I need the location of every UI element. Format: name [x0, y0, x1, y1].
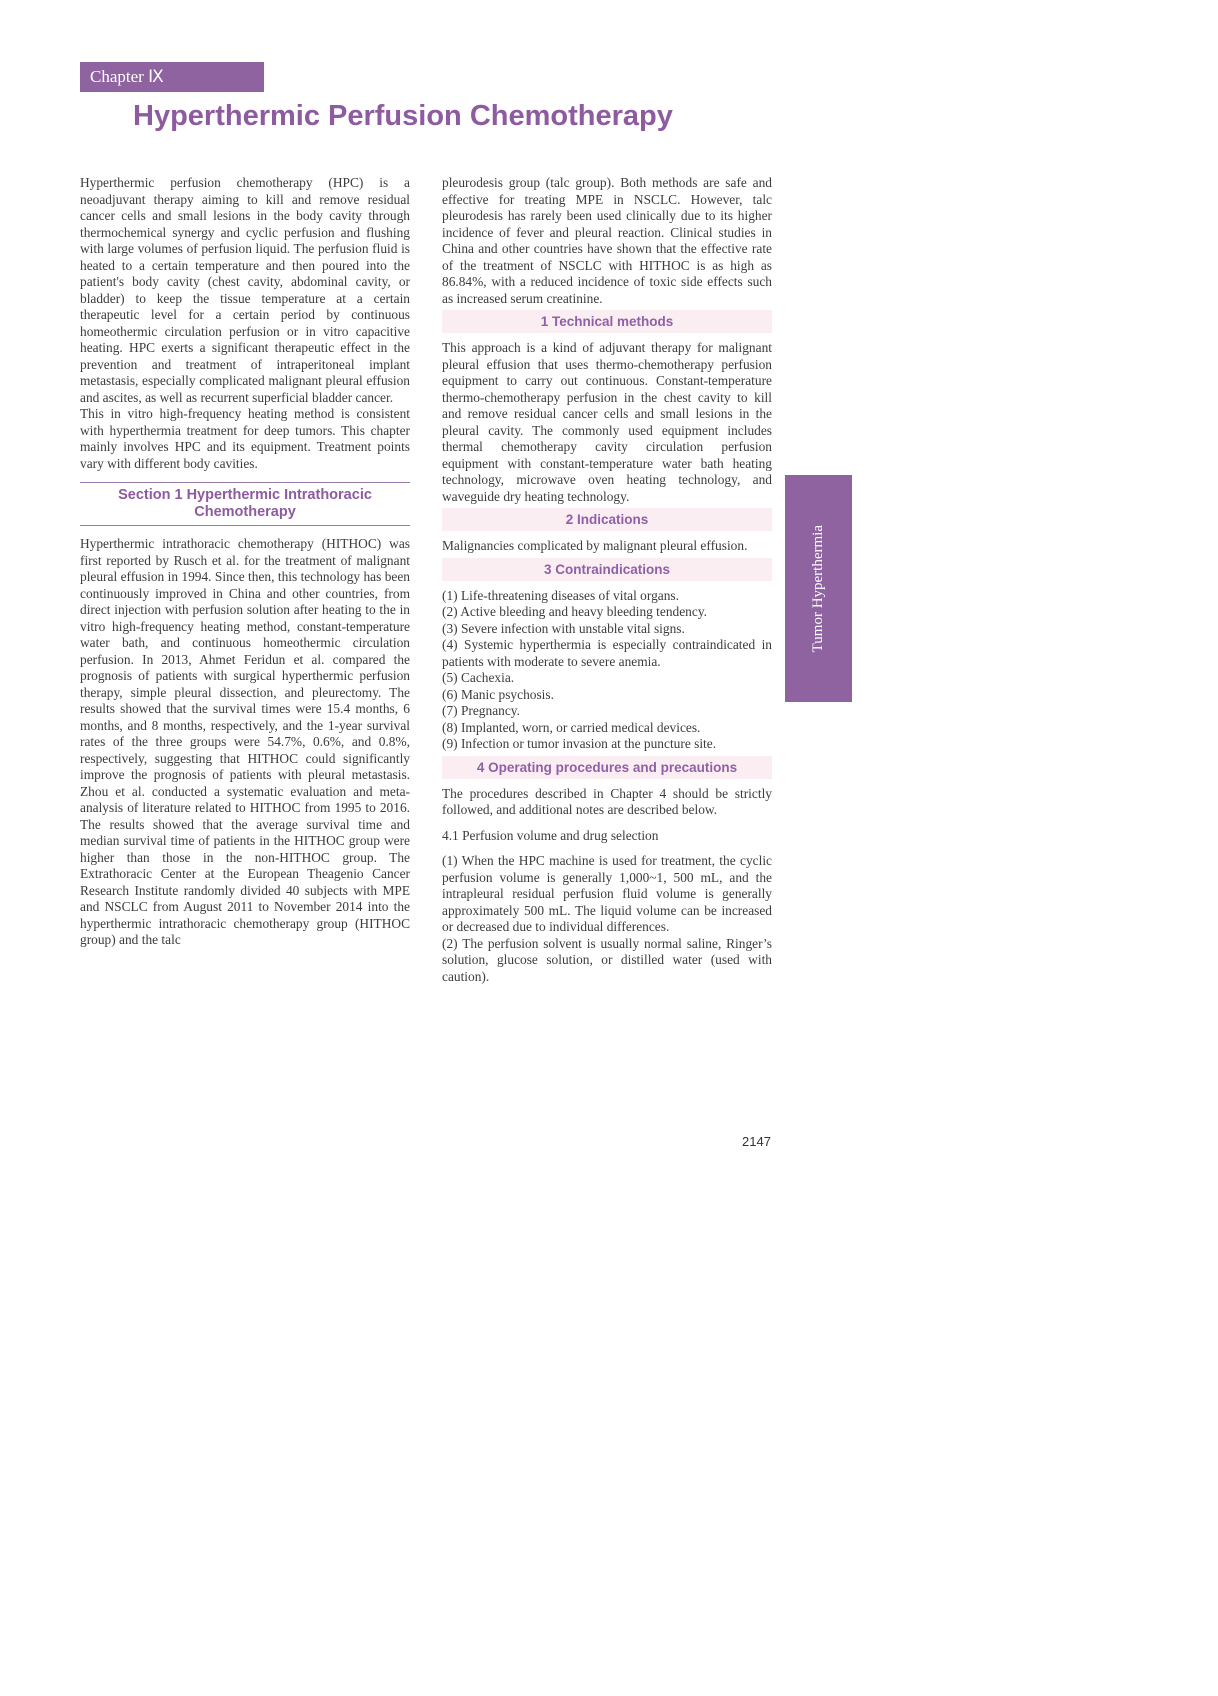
left-column [80, 175, 410, 949]
list-item: (9) Infection or tumor invasion at the puncture site. [442, 736, 717, 751]
section-paragraph: Hyperthermic intrathoracic chemotherapy (HITHOC) was first reported by Rusch et al. for the treatment of malignant pleural effusion in 1994. Since then, this technology has been continuously improved in China and other countries, from direct injection with perfusion solution after heating to the in vitro high-frequency heating method, constant-temperature water bath, and continuous homeothermic circulation perfusion. In 2013, Ahmet Feridun et al. compared the prognosis of patients with surgical hyperthermic perfusion therapy, simple pleural dissection, and pleurectomy. The results showed that the survival times were 15.4 months, 6 months, and 8 months, respectively, and the 1-year survival rates of the three groups were 54.7%, 0.6%, and 0.8%, respectively, suggesting that HITHOC could significantly improve the prognosis of patients with pleural metastasis. Zhou et al. conducted a systematic evaluation and meta-analysis of literature related to HITHOC from 1995 to 2016. The results showed that the average survival time and median survival time of patients in the HITHOC group were higher than those in the non-HITHOC group. The Extrathoracic Center at the European Theagenio Cancer Research Institute randomly divided 40 subjects with MPE and NSCLC from August 2011 to November 2014 into the hyperthermic intrathoracic chemotherapy group (HITHOC group) and the talc [80, 536, 410, 947]
intro-paragraph-2: This in vitro high-frequency heating method is consistent with hyperthermia treatment for deep tumors. This chapter mainly involves HPC and its equipment. Treatment points vary with different body cavities. [80, 406, 410, 471]
side-tab-label: Tumor Hyperthermia [810, 524, 826, 653]
right-column [442, 175, 772, 985]
page-title: Hyperthermic Perfusion Chemotherapy [133, 100, 673, 132]
section-heading: Section 1 Hyperthermic Intrathoracic Chemotherapy [80, 482, 410, 526]
list-item: (5) Cachexia. [442, 670, 515, 685]
perfusion-paragraph-2: (2) The perfusion solvent is usually normal saline, Ringer’s solution, glucose solution, or distilled water (used with caution). [442, 935, 772, 984]
list-item: (1) Life-threatening diseases of vital organs. [442, 587, 679, 603]
list-item: (2) Active bleeding and heavy bleeding tendency. [442, 604, 707, 619]
list-item: (3) Severe infection with unstable vital signs. [442, 620, 685, 636]
list-item: (6) Manic psychosis. [442, 686, 554, 702]
chapter-label: Chapter Ⅸ [80, 62, 264, 92]
subsection-4-1-title: 4.1 Perfusion volume and drug selection [442, 827, 659, 843]
intro-paragraph: Hyperthermic perfusion chemotherapy (HPC) is a neoadjuvant therapy aiming to kill and remove residual cancer cells and small lesions in the body cavity through thermochemical synergy and cyclic perfusion and flushing with large volumes of perfusion liquid. The perfusion fluid is heated to a certain temperature and then poured into the patient's body cavity (chest cavity, abdominal cavity, or bladder) to keep the tissue temperature at a certain therapeutic level for a certain period by continuous homeothermic circulation perfusion or in vitro capacitive heating. HPC exerts a significant therapeutic effect in the prevention and treatment of intraperitoneal implant metastasis, especially complicated malignant pleural effusion and ascites, as well as recurrent superficial bladder cancer. [80, 175, 410, 405]
subsection-heading-technical-methods: 1 Technical methods [442, 310, 772, 333]
subsection-heading-procedures: 4 Operating procedures and precautions [442, 756, 772, 779]
page-number: 2147 [742, 1134, 771, 1149]
subsection-heading-contraindications: 3 Contraindications [442, 558, 772, 581]
indications-paragraph: Malignancies complicated by malignant pleural effusion. [442, 538, 748, 553]
subsection-heading-indications: 2 Indications [442, 508, 772, 531]
contraindications-list [442, 588, 772, 753]
continued-paragraph: pleurodesis group (talc group). Both methods are safe and effective for treating MPE in NSCLC. However, talc pleurodesis has rarely been used clinically due to its higher incidence of fever and pleural reaction. Clinical studies in China and other countries have shown that the effective rate of the treatment of NSCLC with HITHOC is as high as 86.84%, with a reduced incidence of toxic side effects such as increased serum creatinine. [442, 175, 772, 306]
procedures-paragraph: The procedures described in Chapter 4 should be strictly followed, and additional notes are described below. [442, 785, 772, 817]
side-tab [785, 475, 852, 702]
technical-paragraph: This approach is a kind of adjuvant therapy for malignant pleural effusion that uses thermo-chemotherapy perfusion equipment to carry out continuous. Constant-temperature thermo-chemotherapy perfusion in the chest cavity to kill and remove residual cancer cells and small lesions in the pleural cavity. The commonly used equipment includes thermal chemotherapy cavity circulation perfusion equipment with constant-temperature water bath heating technology, microwave oven heating technology, and waveguide dry heating technology. [442, 340, 772, 504]
list-item: (7) Pregnancy. [442, 703, 520, 718]
perfusion-paragraph-1: (1) When the HPC machine is used for treatment, the cyclic perfusion volume is generally 1,000~1, 500 mL, and the intrapleural residual perfusion fluid volume is generally approximately 500 mL. The liquid volume can be increased or decreased due to individual differences. [442, 853, 772, 934]
list-item: (8) Implanted, worn, or carried medical devices. [442, 719, 701, 735]
list-item: (4) Systemic hyperthermia is especially contraindicated in patients with moderate to severe anemia. [442, 637, 772, 669]
